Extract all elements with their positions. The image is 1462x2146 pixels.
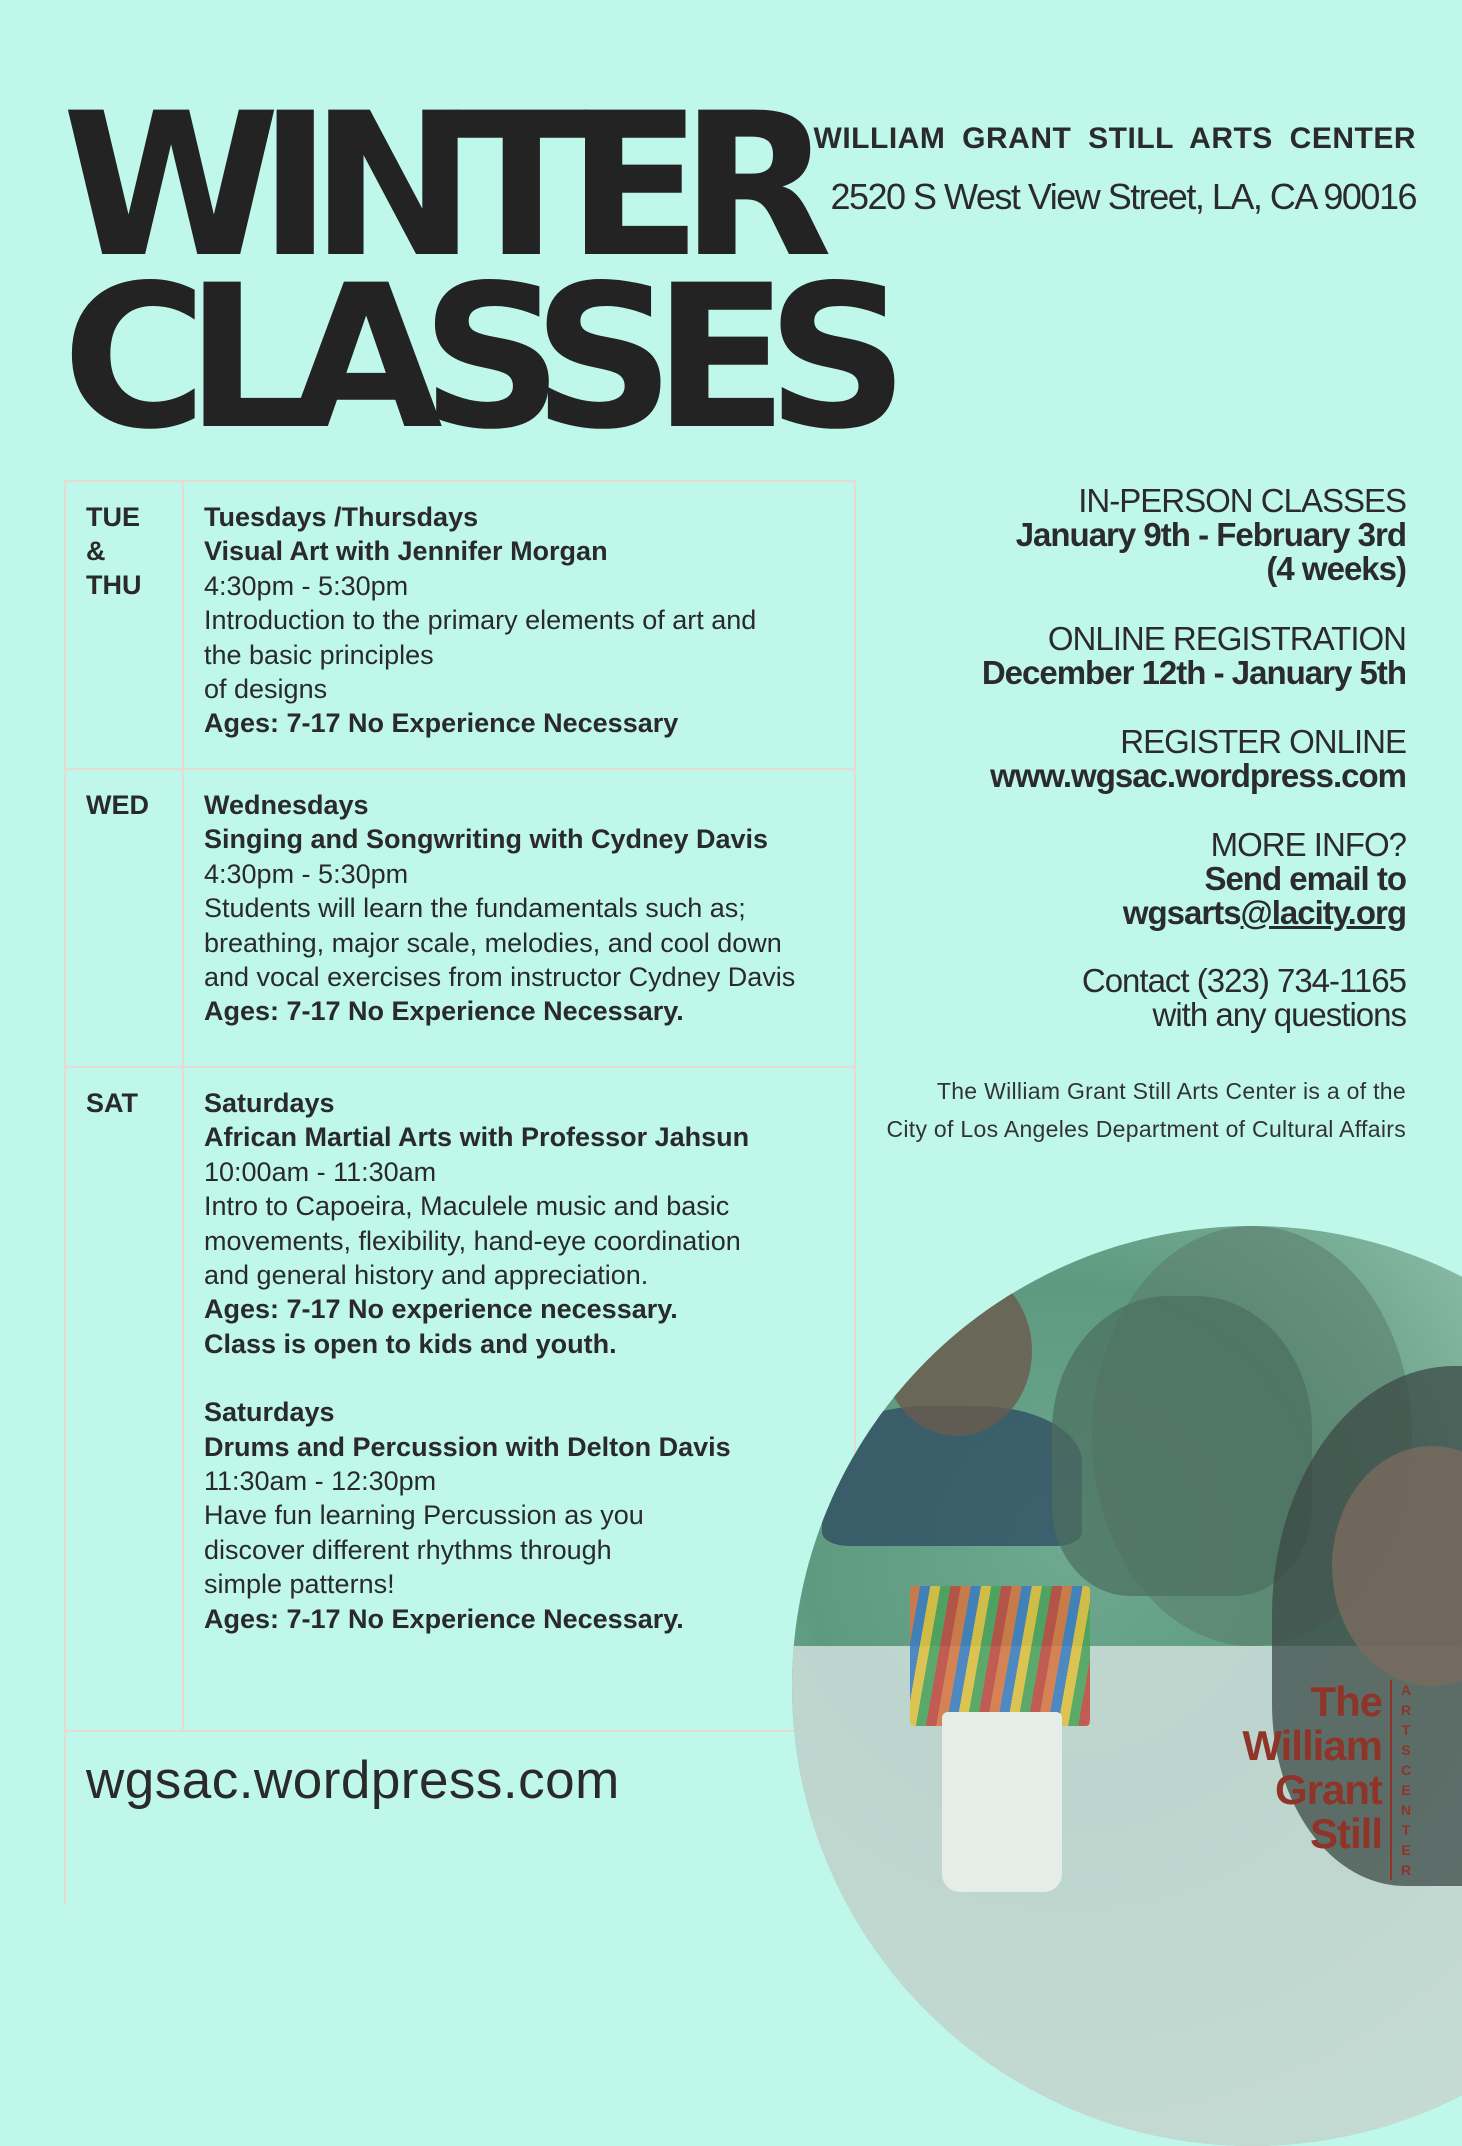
arts-center-logo: The William Grant Still <box>1242 1678 1382 1857</box>
arts-center-logo-side: A R T S C E N T E R <box>1390 1680 1414 1880</box>
title-line-1: WINTER <box>62 70 811 301</box>
class-title: Singing and Songwriting with Cydney Davis <box>204 824 769 855</box>
class-description: and general history and appreciation. <box>204 1260 649 1291</box>
class-time: 4:30pm - 5:30pm <box>204 858 409 889</box>
class-days: Saturdays <box>204 1397 335 1428</box>
class-info <box>204 500 854 741</box>
class-description: movements, flexibility, hand-eye coordination <box>204 1225 741 1256</box>
contact-phone: Contact (323) 734-1165 <box>1081 962 1406 999</box>
schedule-table <box>64 480 856 1905</box>
class-info <box>204 1086 854 1636</box>
contact-note: with any questions <box>1152 996 1406 1033</box>
more-info-block <box>1123 828 1406 930</box>
class-time: 11:30am - 12:30pm <box>204 1466 437 1497</box>
class-info <box>204 788 854 1029</box>
class-description: simple patterns! <box>204 1569 395 1600</box>
register-link[interactable]: www.wgsac.wordpress.com <box>990 757 1406 794</box>
schedule-row-sat <box>66 1068 854 1730</box>
class-description: Introduction to the primary elements of art and <box>204 605 757 636</box>
send-email-label: Send email to <box>1204 860 1406 897</box>
class-days: Saturdays <box>204 1088 335 1118</box>
class-description: Have fun learning Percussion as you <box>204 1500 644 1531</box>
page-title <box>62 70 887 473</box>
schedule-row-tue-thu <box>66 482 854 768</box>
website-footer[interactable]: wgsac.wordpress.com <box>86 1751 620 1810</box>
register-block <box>990 725 1406 793</box>
class-description: the basic principles <box>204 639 434 670</box>
registration-dates: December 12th - January 5th <box>981 654 1406 691</box>
class-title: Drums and Percussion with Delton Davis <box>204 1431 731 1462</box>
email-link[interactable]: wgsarts@lacity.org <box>1122 894 1406 931</box>
inperson-block <box>1016 484 1406 586</box>
inperson-dates: January 9th - February 3rd <box>1015 516 1406 553</box>
class-ages: Ages: 7-17 No Experience Necessary <box>204 708 679 739</box>
class-days: Wednesdays <box>204 790 369 820</box>
class-description: of designs <box>204 674 328 705</box>
class-title: Visual Art with Jennifer Morgan <box>204 536 608 567</box>
class-description: breathing, major scale, melodies, and cool down <box>204 927 782 958</box>
day-label: TUE & THU <box>86 502 142 600</box>
center-name: WILLIAM GRANT STILL ARTS CENTER <box>813 122 1416 155</box>
day-label: SAT <box>86 1088 138 1118</box>
class-ages: Ages: 7-17 No Experience Necessary. <box>204 1603 684 1634</box>
register-label: REGISTER ONLINE <box>1120 723 1406 760</box>
registration-block <box>982 622 1406 690</box>
class-time: 10:00am - 11:30am <box>204 1156 437 1187</box>
class-description: Students will learn the fundamentals such as; <box>204 893 746 924</box>
contact-block <box>1082 964 1406 1032</box>
class-title: African Martial Arts with Professor Jahsun <box>204 1122 750 1153</box>
schedule-row-wed <box>66 770 854 1066</box>
row-divider <box>66 1730 854 1732</box>
inperson-label: IN-PERSON CLASSES <box>1078 482 1406 519</box>
more-info-label: MORE INFO? <box>1210 826 1406 863</box>
class-note: Class is open to kids and youth. <box>204 1328 617 1359</box>
center-address: 2520 S West View Street, LA, CA 90016 <box>830 176 1416 217</box>
inperson-duration: (4 weeks) <box>1266 550 1406 587</box>
title-line-2: CLASSES <box>62 242 887 473</box>
class-description: discover different rhythms through <box>204 1534 612 1565</box>
class-description: and vocal exercises from instructor Cydney Davis <box>204 962 796 993</box>
day-label: WED <box>86 790 149 820</box>
class-ages: Ages: 7-17 No experience necessary. <box>204 1294 678 1325</box>
class-description: Intro to Capoeira, Maculele music and basic <box>204 1191 730 1222</box>
class-time: 4:30pm - 5:30pm <box>204 570 409 601</box>
department-note: The William Grant Still Arts Center is a of the City of Los Angeles Department of Cultural Affairs <box>886 1078 1406 1142</box>
class-ages: Ages: 7-17 No Experience Necessary. <box>204 996 684 1027</box>
class-days: Tuesdays /Thursdays <box>204 502 479 532</box>
registration-label: ONLINE REGISTRATION <box>1047 620 1406 657</box>
